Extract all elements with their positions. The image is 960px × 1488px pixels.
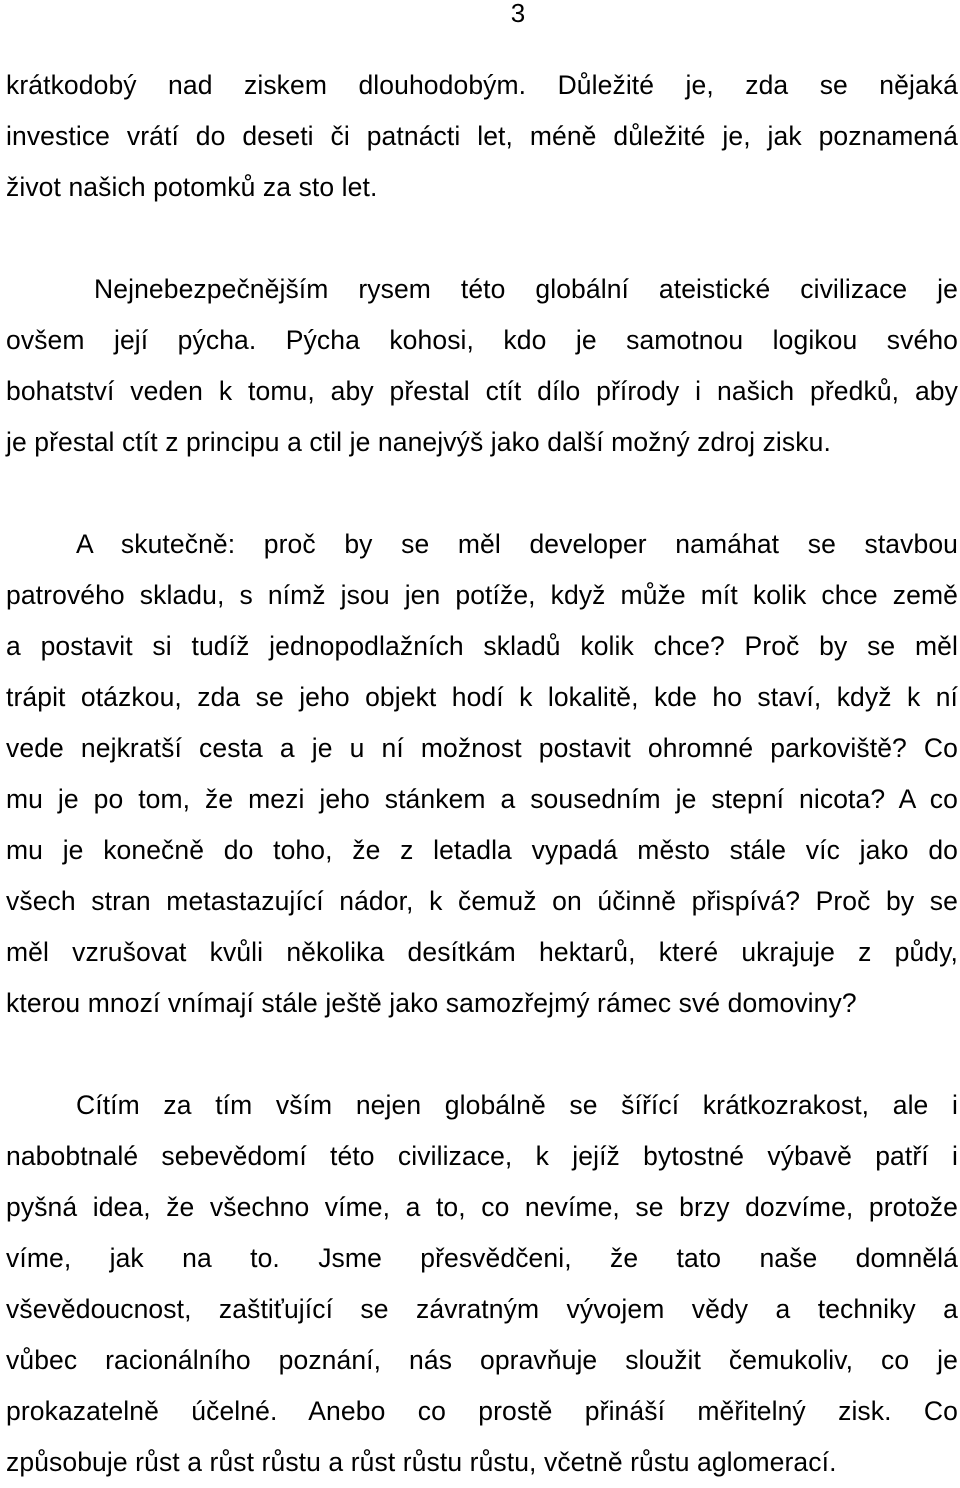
paragraph-1 bbox=[6, 60, 958, 213]
page-text bbox=[6, 60, 958, 1488]
text-line: a postavit si tudíž jednopodlažních skladů kolik chce? Proč by se měl bbox=[6, 631, 958, 661]
paragraph-2 bbox=[6, 264, 958, 468]
text-line: měl vzrušovat kvůli několika desítkám hektarů, které ukrajuje z půdy, bbox=[6, 937, 958, 967]
text-line: je přestal ctít z principu a ctil je nanejvýš jako další možný zdroj zisku. bbox=[6, 427, 831, 457]
text-line: A skutečně: proč by se měl developer namáhat se stavbou bbox=[76, 529, 958, 559]
text-line: mu je po tom, že mezi jeho stánkem a sousedním je stepní nicota? A co bbox=[6, 784, 958, 814]
text-line: způsobuje růst a růst růstu a růst růstu růstu, včetně růstu aglomerací. bbox=[6, 1447, 837, 1477]
text-line: nabobtnalé sebevědomí této civilizace, k jejíž bytostné výbavě patří i bbox=[6, 1141, 958, 1171]
text-line: kterou mnozí vnímají stále ještě jako samozřejmý rámec své domoviny? bbox=[6, 988, 857, 1018]
text-line: Cítím za tím vším nejen globálně se šířící krátkozrakost, ale i bbox=[76, 1090, 958, 1120]
paragraph-4 bbox=[6, 1080, 958, 1488]
text-line: Nejnebezpečnějším rysem této globální ateistické civilizace je bbox=[94, 274, 958, 304]
text-line: všech stran metastazující nádor, k čemuž on účinně přispívá? Proč by se bbox=[6, 886, 958, 916]
text-line: trápit otázkou, zda se jeho objekt hodí k lokalitě, kde ho staví, když k ní bbox=[6, 682, 958, 712]
text-line: mu je konečně do toho, že z letadla vypadá město stále víc jako do bbox=[6, 835, 958, 865]
text-line: víme, jak na to. Jsme přesvědčeni, že tato naše domnělá bbox=[6, 1243, 958, 1273]
page-number: 3 bbox=[510, 0, 526, 28]
text-line: život našich potomků za sto let. bbox=[6, 172, 378, 202]
text-line: bohatství veden k tomu, aby přestal ctít dílo přírody i našich předků, aby bbox=[6, 376, 958, 406]
text-line: vůbec racionálního poznání, nás opravňuje sloužit čemukoliv, co je bbox=[6, 1345, 958, 1375]
text-line: vševědoucnost, zaštiťující se závratným vývojem vědy a techniky a bbox=[6, 1294, 958, 1324]
text-line: pyšná idea, že všechno víme, a to, co nevíme, se brzy dozvíme, protože bbox=[6, 1192, 958, 1222]
text-line: ovšem její pýcha. Pýcha kohosi, kdo je samotnou logikou svého bbox=[6, 325, 958, 355]
text-line: investice vrátí do deseti či patnácti let, méně důležité je, jak poznamená bbox=[6, 121, 958, 151]
text-line: prokazatelně účelné. Anebo co prostě přináší měřitelný zisk. Co bbox=[6, 1396, 958, 1426]
text-line: vede nejkratší cesta a je u ní možnost postavit ohromné parkoviště? Co bbox=[6, 733, 958, 763]
text-line: patrového skladu, s nímž jsou jen potíže, když může mít kolik chce země bbox=[6, 580, 958, 610]
paragraph-3 bbox=[6, 519, 958, 1029]
text-line: krátkodobý nad ziskem dlouhodobým. Důležité je, zda se nějaká bbox=[6, 70, 958, 100]
